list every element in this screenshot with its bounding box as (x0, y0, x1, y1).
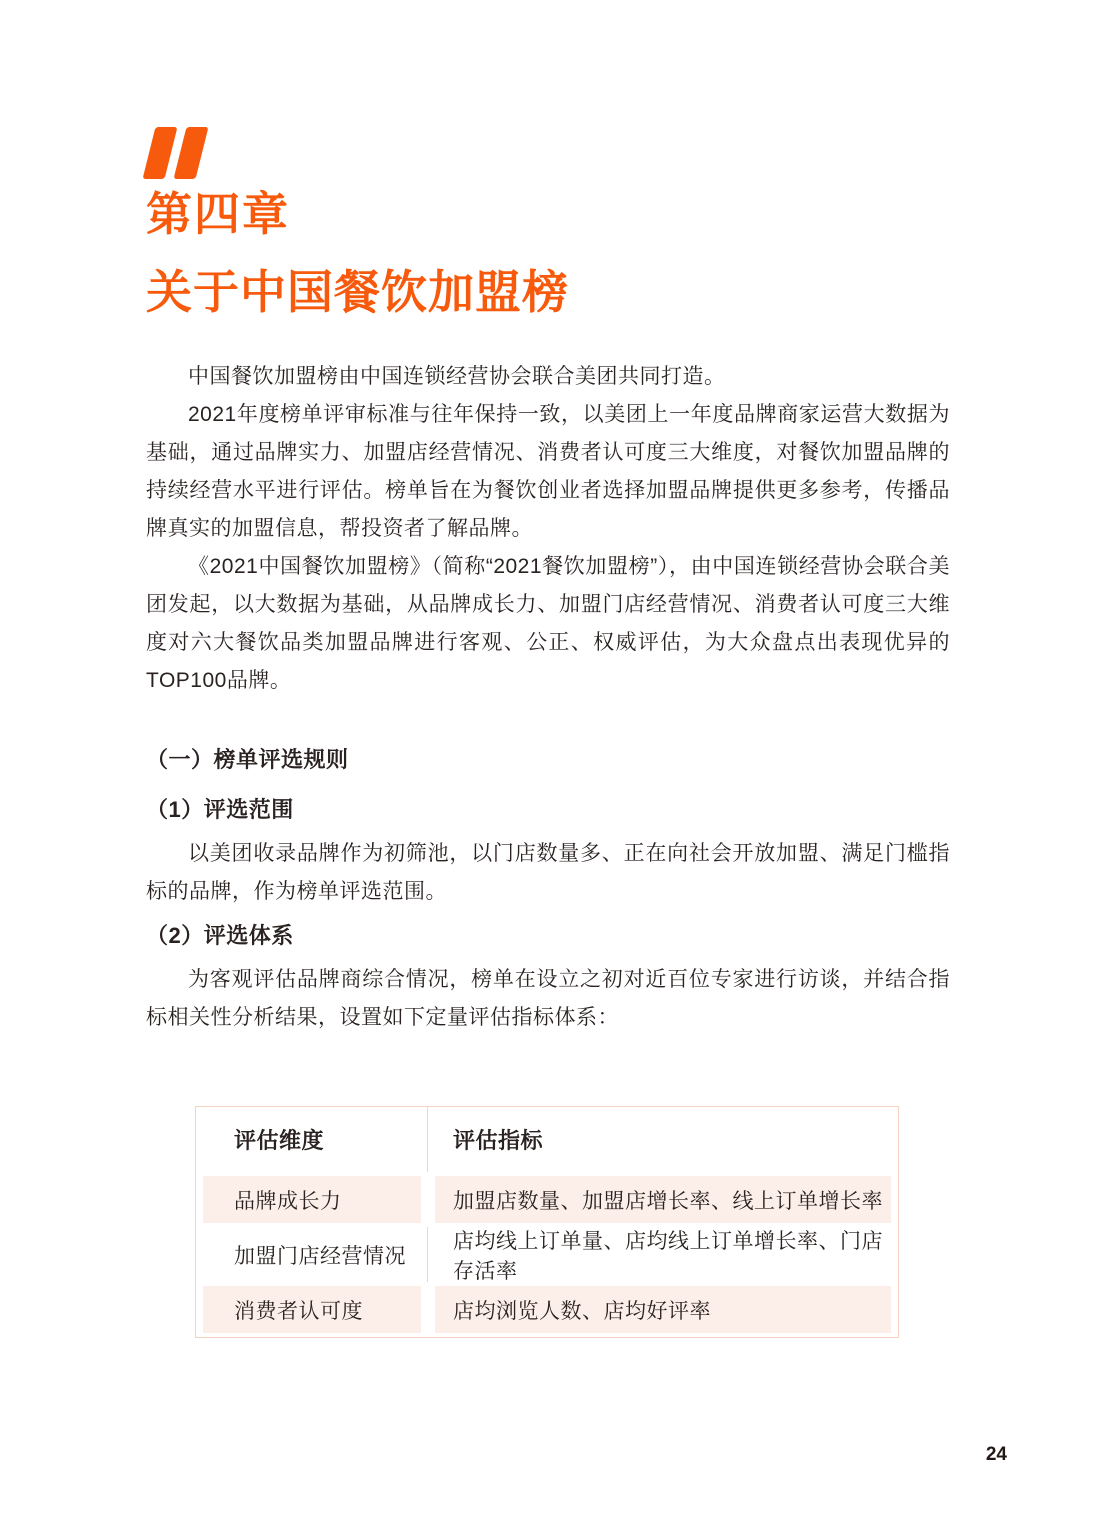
table-cell-indicators: 店均线上订单量、店均线上订单增长率、门店存活率 (453, 1229, 883, 1283)
scope-body-paragraph: 以美团收录品牌作为初筛池，以门店数量多、正在向社会开放加盟、满足门槛指标的品牌，作为榜单评选范围。 (146, 842, 950, 903)
table-cell-dimension: 消费者认可度 (196, 1282, 428, 1337)
page-number: 24 (985, 1444, 1007, 1465)
quote-bar (174, 127, 209, 179)
section-heading-rules: （一）榜单评选规则 (146, 747, 349, 772)
table-row (196, 1227, 898, 1282)
evaluation-table (195, 1106, 899, 1338)
table-row (196, 1172, 898, 1227)
table-header-row (196, 1107, 898, 1172)
subsection-heading-system: （2）评选体系 (146, 923, 294, 948)
table-cell-indicators: 店均浏览人数、店均好评率 (428, 1282, 898, 1337)
table-cell-dimension: 品牌成长力 (196, 1172, 428, 1227)
page-content (146, 0, 950, 1338)
page-title: 关于中国餐饮加盟榜 (146, 266, 569, 318)
quote-bar (143, 127, 178, 179)
quote-icon (149, 127, 950, 181)
system-body-paragraph: 为客观评估品牌商综合情况，榜单在设立之初对近百位专家进行访谈，并结合指标相关性分析结果，设置如下定量评估指标体系： (146, 968, 950, 1029)
intro-paragraph-1: 中国餐饮加盟榜由中国连锁经营协会联合美团共同打造。 (188, 365, 726, 388)
intro-paragraph-3: 《2021中国餐饮加盟榜》（简称“2021餐饮加盟榜”），由中国连锁经营协会联合美团发起，以大数据为基础，从品牌成长力、加盟门店经营情况、消费者认可度三大维度对六大餐饮品类加盟品牌进行客观、公正、权威评估，为大众盘点出表现优异的TOP100品牌。 (146, 555, 950, 692)
table-header-indicators: 评估指标 (453, 1128, 544, 1153)
table-row (196, 1282, 898, 1337)
intro-paragraph-2: 2021年度榜单评审标准与往年保持一致，以美团上一年度品牌商家运营大数据为基础，通过品牌实力、加盟店经营情况、消费者认可度三大维度，对餐饮加盟品牌的持续经营水平进行评估。榜单旨在为餐饮创业者选择加盟品牌提供更多参考，传播品牌真实的加盟信息，帮投资者了解品牌。 (146, 403, 950, 540)
chapter-label: 第四章 (146, 188, 290, 240)
table-cell-indicators: 加盟店数量、加盟店增长率、线上订单增长率 (428, 1172, 898, 1227)
table-header-dimension: 评估维度 (196, 1107, 428, 1172)
table-cell-dimension: 加盟门店经营情况 (196, 1227, 428, 1282)
subsection-heading-scope: （1）评选范围 (146, 797, 294, 822)
